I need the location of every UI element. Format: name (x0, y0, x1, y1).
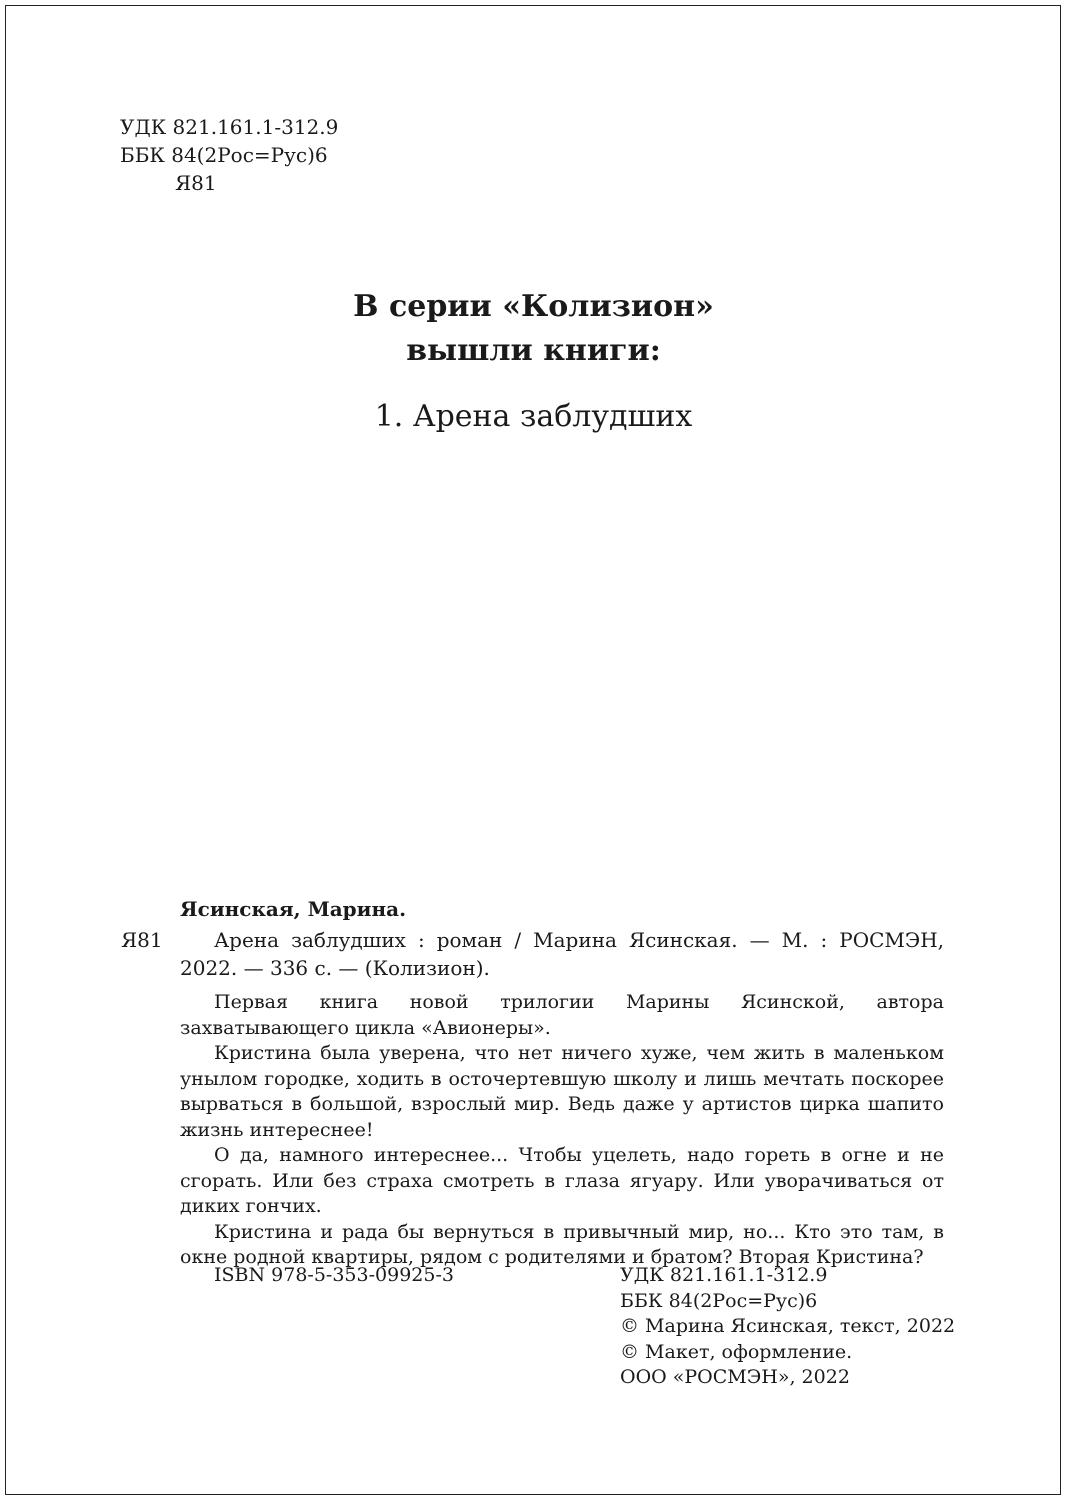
isbn: ISBN 978-5-353-09925-3 (214, 1264, 454, 1286)
imprint-copyright-text: © Марина Ясинская, текст, 2022 (620, 1315, 956, 1337)
annotation-paragraph: Кристина и рада бы вернуться в привычный мир, но... Кто это там, в окне родной квартиры, рядом с родителями и братом? Вторая Кристина? (180, 1220, 944, 1268)
annotation-paragraph: О да, намного интереснее... Чтобы уцелеть, надо гореть в огне и не сгорать. Или без страха смотреть в глаза ягуару. Или уворачиваться от диких гончих. (180, 1144, 944, 1217)
annotation-paragraph: Первая книга новой трилогии Марины Ясинской, автора захватывающего цикла «Авионеры». (180, 991, 944, 1039)
bbk-code: ББК 84(2Рос=Рус)6 (120, 143, 328, 167)
series-heading (0, 285, 1067, 373)
udk-code: УДК 821.161.1-312.9 (120, 115, 339, 139)
series-book-list (0, 395, 1067, 439)
author-mark: Я81 (175, 171, 217, 195)
series-heading-line2: вышли книги: (406, 333, 661, 368)
imprint-copyright-layout: © Макет, оформление. (620, 1340, 853, 1363)
bibliographic-line2: 2022. — 336 с. — (Колизион). (180, 956, 490, 980)
bibliographic-description (180, 926, 944, 982)
imprint-block (620, 1263, 955, 1391)
imprint-bbk: ББК 84(2Рос=Рус)6 (620, 1289, 818, 1312)
annotation (180, 990, 944, 1271)
catalog-author: Ясинская, Марина. (180, 897, 407, 921)
imprint-udk: УДК 821.161.1-312.9 (620, 1264, 828, 1286)
top-classification-codes (120, 113, 338, 197)
imprint-publisher: ООО «РОСМЭН», 2022 (620, 1366, 850, 1388)
bibliographic-line1: Арена заблудших : роман / Марина Ясинская. — М. : РОСМЭН, (214, 928, 944, 952)
catalog-author-mark: Я81 (121, 928, 163, 952)
series-book-item: 1. Арена заблудших (374, 399, 693, 434)
series-heading-line1: В серии «Колизион» (353, 289, 714, 324)
annotation-paragraph: Кристина была уверена, что нет ничего хуже, чем жить в маленьком унылом городке, ходить в осточертевшую школу и лишь мечтать поскорее вырваться в большой, взрослый мир. Ведь даже у артистов цирка шапито жизнь интереснее! (180, 1042, 944, 1141)
